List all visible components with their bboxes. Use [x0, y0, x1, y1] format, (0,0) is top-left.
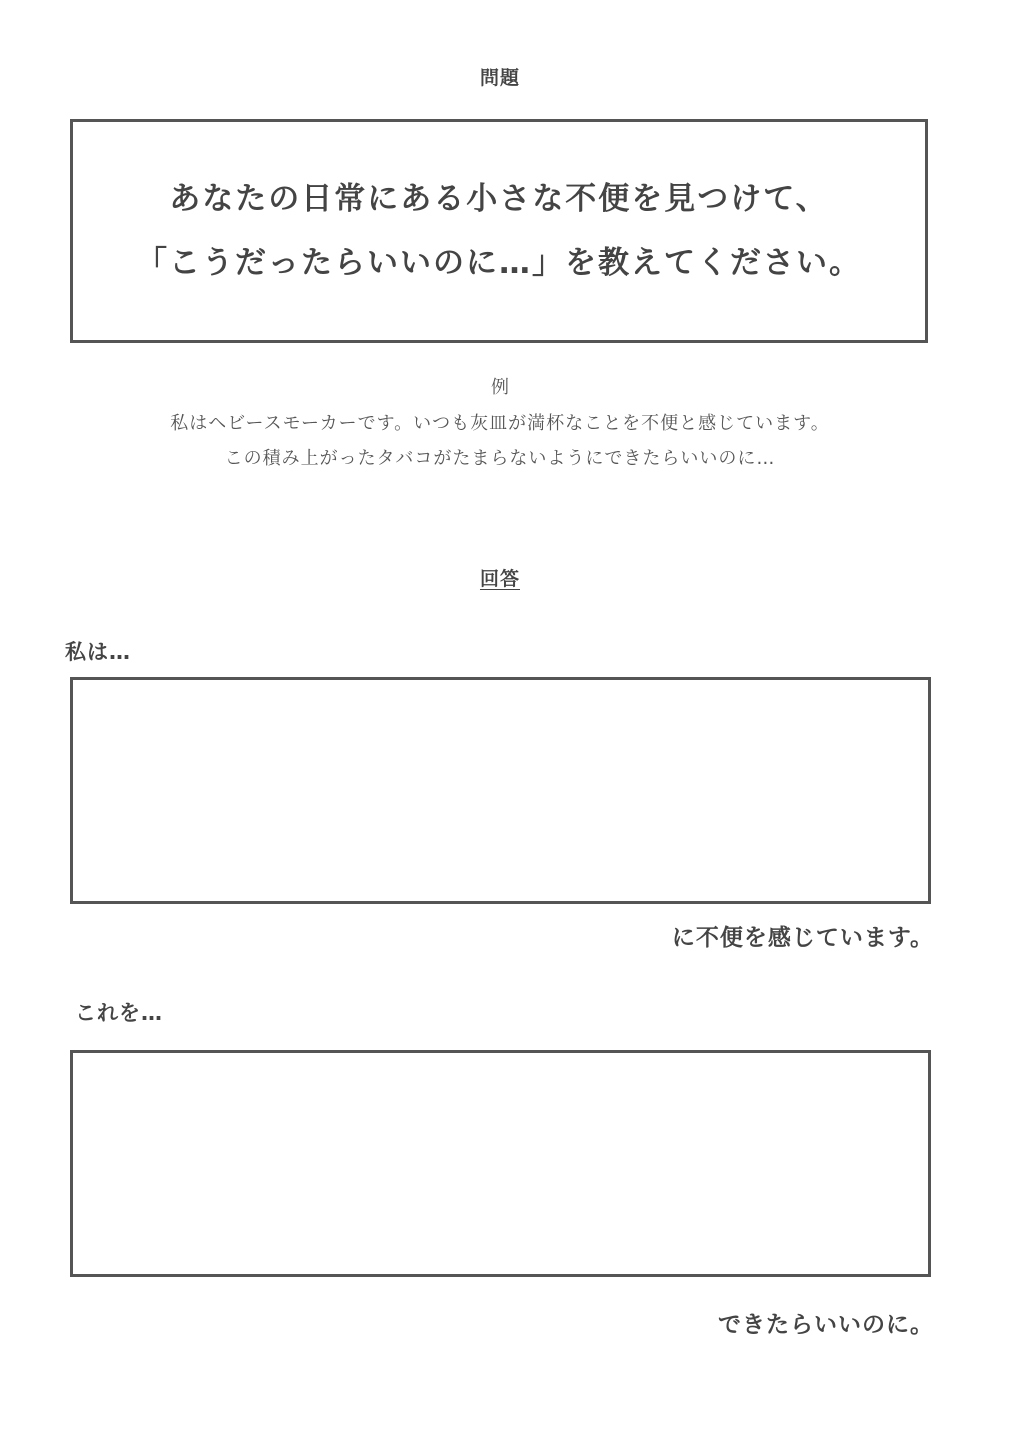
inconvenience-answer-field[interactable]: [70, 677, 931, 904]
question-line-1: あなたの日常にある小さな不便を見つけて、: [169, 181, 829, 217]
example-line-2: この積み上がったタバコがたまらないようにできたらいいのに…: [224, 448, 776, 469]
field1-prefix-label: 私は…: [65, 640, 131, 664]
answer-heading: 回答: [479, 568, 520, 590]
example-line-1: 私はヘビースモーカーです。いつも灰皿が満杯なことを不便と感じています。: [170, 413, 830, 434]
field2-suffix-label: できたらいいのに。: [718, 1312, 934, 1338]
example-label: 例: [491, 377, 509, 398]
field1-suffix-label: に不便を感じています。: [671, 925, 934, 951]
field2-prefix-label: これを…: [75, 1001, 163, 1025]
question-box: [70, 119, 928, 343]
wish-answer-field[interactable]: [70, 1050, 931, 1277]
question-line-2: 「こうだったらいいのに…」を教えてください。: [136, 245, 862, 281]
question-heading: 問題: [479, 67, 520, 89]
